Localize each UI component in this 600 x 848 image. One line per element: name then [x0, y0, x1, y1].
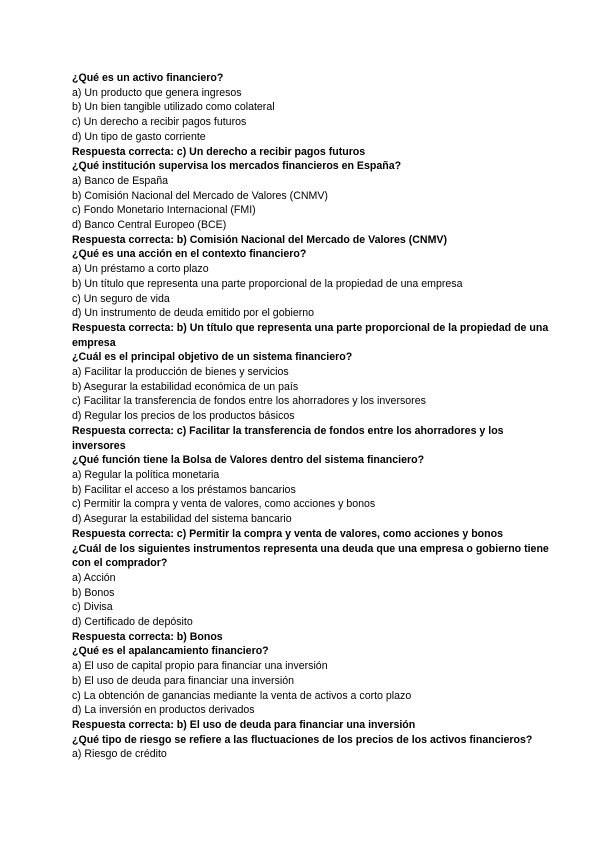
- correct-answer: Respuesta correcta: b) Comisión Nacional del Mercado de Valores (CNMV): [72, 233, 447, 246]
- answer-option: d) Un tipo de gasto corriente: [72, 130, 206, 143]
- question-block: [72, 159, 560, 247]
- answer-option: d) Asegurar la estabilidad del sistema bancario: [72, 513, 292, 526]
- correct-answer: Respuesta correcta: c) Facilitar la transferencia de fondos entre los ahorradores y los inversores: [72, 424, 504, 452]
- answer-option: d) Banco Central Europeo (BCE): [72, 219, 227, 232]
- question-text: ¿Qué función tiene la Bolsa de Valores dentro del sistema financiero?: [72, 454, 425, 467]
- correct-answer: Respuesta correcta: b) Un título que representa una parte proporcional de la propiedad de una empresa: [72, 321, 549, 349]
- correct-answer: Respuesta correcta: b) Bonos: [72, 630, 223, 643]
- answer-option: b) Asegurar la estabilidad económica de un país: [72, 380, 299, 393]
- answer-option: a) Regular la política monetaria: [72, 468, 220, 481]
- correct-answer: Respuesta correcta: c) Permitir la compra y venta de valores, como acciones y bonos: [72, 527, 503, 540]
- answer-option: a) Banco de España: [72, 174, 169, 187]
- answer-option: a) Facilitar la producción de bienes y servicios: [72, 366, 289, 379]
- answer-option: a) Riesgo de crédito: [72, 748, 167, 761]
- answer-option: a) Un préstamo a corto plazo: [72, 263, 209, 276]
- answer-option: c) Un derecho a recibir pagos futuros: [72, 116, 247, 129]
- question-text: ¿Qué es una acción en el contexto financiero?: [72, 248, 307, 261]
- answer-option: c) Un seguro de vida: [72, 292, 170, 305]
- question-block: [72, 247, 560, 350]
- question-text: ¿Qué es un activo financiero?: [72, 72, 224, 84]
- answer-option: c) Fondo Monetario Internacional (FMI): [72, 204, 256, 217]
- answer-option: d) Un instrumento de deuda emitido por el gobierno: [72, 307, 315, 320]
- answer-option: b) Un título que representa una parte proporcional de la propiedad de una empresa: [72, 277, 463, 290]
- answer-option: b) El uso de deuda para financiar una inversión: [72, 674, 295, 687]
- answer-option: b) Un bien tangible utilizado como colateral: [72, 101, 275, 114]
- question-text: ¿Qué tipo de riesgo se refiere a las fluctuaciones de los precios de los activos financieros?: [72, 733, 533, 746]
- answer-option: a) Un producto que genera ingresos: [72, 86, 242, 99]
- question-text: ¿Cuál es el principal objetivo de un sistema financiero?: [72, 351, 353, 364]
- question-text: ¿Cuál de los siguientes instrumentos representa una deuda que una empresa o gobierno tiene con el comprador?: [72, 542, 549, 570]
- answer-option: d) La inversión en productos derivados: [72, 704, 255, 717]
- answer-option: c) Permitir la compra y venta de valores, como acciones y bonos: [72, 498, 376, 511]
- answer-option: a) El uso de capital propio para financiar una inversión: [72, 660, 328, 673]
- correct-answer: Respuesta correcta: c) Un derecho a recibir pagos futuros: [72, 145, 366, 158]
- correct-answer: Respuesta correcta: b) El uso de deuda para financiar una inversión: [72, 718, 416, 731]
- answer-option: b) Bonos: [72, 586, 115, 599]
- question-block: [72, 733, 560, 762]
- answer-option: c) Divisa: [72, 601, 113, 614]
- question-text: ¿Qué es el apalancamiento financiero?: [72, 645, 269, 658]
- question-block: [72, 453, 560, 541]
- question-list: [72, 71, 560, 762]
- answer-option: d) Certificado de depósito: [72, 616, 193, 629]
- answer-option: d) Regular los precios de los productos básicos: [72, 410, 295, 423]
- answer-option: c) Facilitar la transferencia de fondos entre los ahorradores y los inversores: [72, 395, 426, 408]
- answer-option: c) La obtención de ganancias mediante la venta de activos a corto plazo: [72, 689, 412, 702]
- question-text: ¿Qué institución supervisa los mercados financieros en España?: [72, 160, 402, 173]
- answer-option: b) Comisión Nacional del Mercado de Valores (CNMV): [72, 189, 328, 202]
- answer-option: a) Acción: [72, 571, 116, 584]
- answer-option: b) Facilitar el acceso a los préstamos bancarios: [72, 483, 296, 496]
- question-block: [72, 644, 560, 732]
- question-block: [72, 542, 560, 645]
- question-block: [72, 350, 560, 453]
- question-block: [72, 71, 560, 159]
